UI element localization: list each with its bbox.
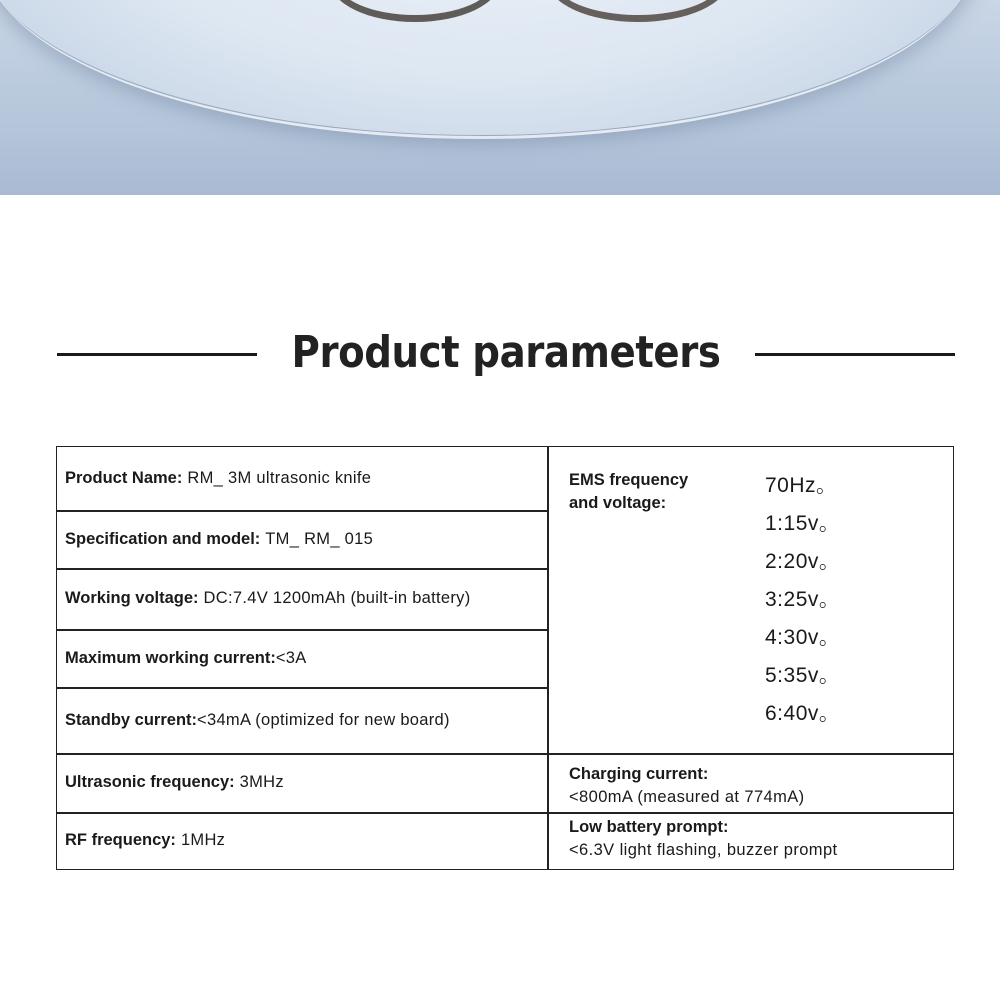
ems-values-list <box>765 471 840 737</box>
param-label: Specification and model: <box>65 529 261 548</box>
param-value: <800mA (measured at 774mA) <box>569 788 805 806</box>
ems-label-line: and voltage: <box>569 494 667 512</box>
param-label: Low battery prompt: <box>569 818 729 836</box>
ems-value: 3:25v。 <box>765 588 841 611</box>
param-label: Standby current: <box>65 710 198 729</box>
param-row-specification <box>57 510 547 568</box>
charging-current-cell <box>569 763 805 809</box>
param-value: DC:7.4V 1200mAh (built-in battery) <box>203 589 471 607</box>
param-row-max-current <box>57 629 547 687</box>
ems-value: 5:35v。 <box>765 664 841 687</box>
param-label: Working voltage: <box>65 589 199 607</box>
param-label: Maximum working current: <box>65 648 276 667</box>
param-row-rf-frequency <box>57 812 547 869</box>
param-label: Product Name: <box>65 469 183 487</box>
parameters-table <box>56 446 954 870</box>
low-battery-cell <box>569 816 838 862</box>
ems-value: 2:20v。 <box>765 550 841 573</box>
param-value: <3A <box>275 648 307 667</box>
ems-label <box>569 469 729 515</box>
param-row-product-name <box>57 447 547 510</box>
param-label: Ultrasonic frequency: <box>65 773 235 791</box>
param-value: 1MHz <box>180 831 226 849</box>
param-row-working-voltage <box>57 568 547 629</box>
param-row-ultrasonic-frequency <box>57 753 547 812</box>
param-value: RM_ 3M ultrasonic knife <box>187 469 372 487</box>
ems-value: 6:40v。 <box>765 702 841 725</box>
photo-shadow <box>0 135 1000 195</box>
heading-rule-left <box>57 353 257 356</box>
product-photo <box>0 0 1000 195</box>
heading-rule-right <box>755 353 955 356</box>
param-label: RF frequency: <box>65 831 176 849</box>
ems-value: 1:15v。 <box>765 512 841 535</box>
section-heading <box>0 322 1000 384</box>
column-divider <box>547 447 549 869</box>
page-title: Product parameters <box>291 327 721 378</box>
param-value: 3MHz <box>239 773 284 791</box>
ems-value: 70Hz。 <box>765 474 838 497</box>
param-label: Charging current: <box>569 765 709 783</box>
param-value: <34mA (optimized for new board) <box>197 710 450 729</box>
param-row-standby-current <box>57 687 547 753</box>
param-value: <6.3V light flashing, buzzer prompt <box>569 841 838 859</box>
plate-rim-highlight <box>0 0 976 139</box>
param-value: TM_ RM_ 015 <box>265 529 374 548</box>
ems-label-line: EMS frequency <box>569 471 689 489</box>
ems-value: 4:30v。 <box>765 626 841 649</box>
